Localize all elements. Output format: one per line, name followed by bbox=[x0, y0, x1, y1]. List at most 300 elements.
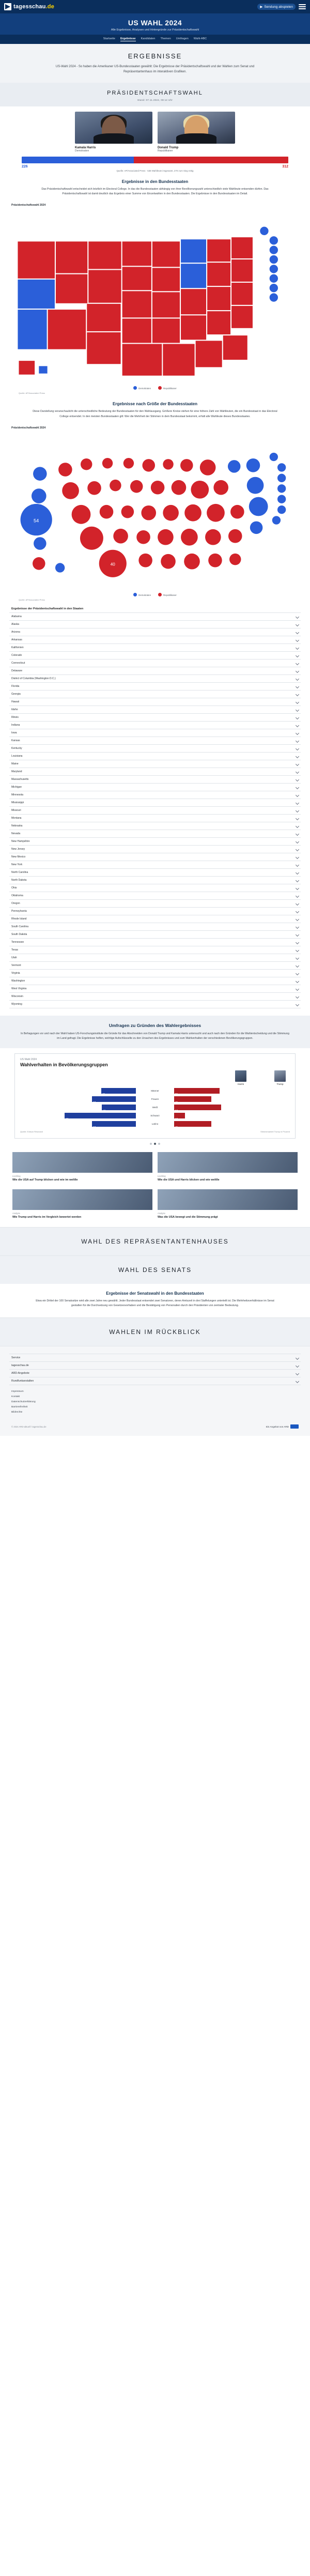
teaser-title: Wie die USA und Harris blicken und wie weltlle bbox=[158, 1178, 220, 1182]
map2-label: Präsidentschaftswahl 2024 bbox=[11, 426, 46, 430]
state-name: Mississippi bbox=[11, 801, 24, 805]
electoral-caption: Quelle: AP/Associated Press · 538 Wahlleute insgesamt, 270 zum Sieg nötig bbox=[116, 170, 194, 173]
play-icon: ▶ bbox=[260, 5, 263, 9]
electoral-value-democrats: 226 bbox=[22, 165, 28, 169]
bar-harris-value: 41 bbox=[103, 1109, 106, 1112]
house-section-band bbox=[0, 1227, 310, 1255]
state-name: North Carolina bbox=[11, 871, 28, 875]
state-row[interactable] bbox=[9, 652, 301, 660]
map1-legend bbox=[7, 386, 303, 390]
state-row[interactable] bbox=[9, 985, 301, 993]
state-row[interactable] bbox=[9, 946, 301, 954]
legend-democrats: Demokraten bbox=[133, 386, 151, 390]
bar-harris-wrap bbox=[20, 1113, 136, 1118]
state-row[interactable] bbox=[9, 691, 301, 698]
footer-link[interactable]: Bildrechte bbox=[11, 1411, 23, 1414]
chevron-down-icon bbox=[296, 778, 299, 781]
nav-item-themen[interactable]: Themen bbox=[160, 37, 171, 40]
bar-harris-value: 53 bbox=[93, 1100, 96, 1103]
series-trump bbox=[272, 1070, 288, 1085]
state-name: Texas bbox=[11, 948, 19, 952]
state-row[interactable] bbox=[9, 838, 301, 846]
legend-republicans: Republikaner bbox=[158, 386, 177, 390]
state-row[interactable] bbox=[9, 884, 301, 892]
chevron-down-icon bbox=[296, 801, 299, 805]
candidate-trump[interactable] bbox=[158, 112, 235, 152]
teaser-thumbnail bbox=[12, 1152, 152, 1173]
chevron-down-icon bbox=[296, 840, 299, 844]
state-row[interactable] bbox=[9, 954, 301, 962]
chevron-down-icon bbox=[296, 716, 299, 719]
teaser-tag: Liveblog bbox=[158, 1174, 166, 1177]
bar-harris-value: 42 bbox=[102, 1092, 105, 1095]
chevron-down-icon bbox=[296, 848, 299, 851]
state-row[interactable] bbox=[9, 667, 301, 675]
footer-link[interactable]: Barrierefreiheit bbox=[11, 1406, 28, 1409]
bar-harris bbox=[92, 1096, 136, 1102]
state-row[interactable] bbox=[9, 784, 301, 791]
bar-trump bbox=[174, 1096, 211, 1102]
hamburger-icon[interactable] bbox=[299, 4, 306, 9]
chevron-down-icon bbox=[296, 979, 299, 983]
state-name: Rhode Island bbox=[11, 917, 27, 921]
footer-accordion-row[interactable] bbox=[9, 1362, 301, 1370]
map1-source: Quelle: AP/Associated Press bbox=[19, 392, 45, 395]
bar-harris-wrap bbox=[20, 1105, 136, 1110]
state-name: Arizona bbox=[11, 631, 20, 634]
footer-link[interactable]: Impressum bbox=[11, 1390, 24, 1393]
ard-badge[interactable] bbox=[266, 1424, 299, 1429]
ard-logo-icon bbox=[290, 1424, 299, 1429]
chevron-down-icon bbox=[296, 631, 299, 634]
state-row[interactable] bbox=[9, 737, 301, 745]
svg-text:54: 54 bbox=[34, 518, 39, 524]
bar-trump-wrap bbox=[174, 1113, 290, 1118]
state-name: Missouri bbox=[11, 809, 21, 812]
chevron-down-icon bbox=[296, 964, 299, 968]
chart-bar-row bbox=[20, 1087, 290, 1094]
site-logo[interactable] bbox=[4, 3, 54, 10]
chevron-down-icon bbox=[296, 948, 299, 952]
chart-footer bbox=[20, 1130, 290, 1133]
page-header bbox=[0, 13, 310, 35]
chevron-down-icon bbox=[296, 1379, 299, 1383]
state-row[interactable] bbox=[9, 675, 301, 683]
senate-explain-block bbox=[0, 1284, 310, 1311]
state-name: Illinois bbox=[11, 716, 19, 719]
bar-trump-wrap bbox=[174, 1096, 290, 1102]
chevron-down-icon bbox=[296, 879, 299, 882]
chevron-down-icon bbox=[296, 1372, 299, 1375]
state-row[interactable] bbox=[9, 644, 301, 652]
harris-mini-portrait bbox=[235, 1070, 246, 1082]
state-name: West Virginia bbox=[11, 987, 27, 991]
state-row[interactable] bbox=[9, 660, 301, 667]
harris-portrait bbox=[75, 112, 152, 144]
legend-democrats: Demokraten bbox=[133, 593, 151, 596]
bar-category-label: Weiß bbox=[152, 1106, 158, 1109]
state-name: New Jersey bbox=[11, 848, 25, 851]
chart-bar-row bbox=[20, 1104, 290, 1111]
state-row[interactable] bbox=[9, 923, 301, 931]
chevron-down-icon bbox=[296, 708, 299, 712]
states-list-title: Ergebnisse der Präsidentschaftswahl in den Staaten bbox=[11, 607, 84, 611]
footer-bottom bbox=[0, 1420, 310, 1436]
candidate-harris[interactable] bbox=[75, 112, 152, 152]
state-row[interactable] bbox=[9, 977, 301, 985]
state-row[interactable] bbox=[9, 877, 301, 884]
state-row[interactable] bbox=[9, 776, 301, 784]
candidate-party: Demokraten bbox=[75, 149, 89, 153]
tagesschau-logo-icon bbox=[4, 3, 11, 10]
carousel-dot-2[interactable] bbox=[154, 1143, 156, 1145]
overview-section-band bbox=[0, 1317, 310, 1346]
carousel-dot-3[interactable] bbox=[158, 1143, 160, 1145]
survey-title: Umfragen zu Gründen des Wahlergebnisses bbox=[109, 1023, 202, 1029]
state-name: Kansas bbox=[11, 739, 20, 743]
state-row[interactable] bbox=[9, 729, 301, 737]
state-row[interactable] bbox=[9, 915, 301, 923]
chevron-down-icon bbox=[296, 1364, 299, 1368]
chevron-down-icon bbox=[296, 615, 299, 619]
state-row[interactable] bbox=[9, 799, 301, 807]
nav-item-umfragen[interactable]: Umfragen bbox=[176, 37, 189, 40]
state-name: South Carolina bbox=[11, 925, 29, 929]
state-row[interactable] bbox=[9, 753, 301, 760]
footer-accordion-row[interactable] bbox=[9, 1370, 301, 1377]
carousel-dot-1[interactable] bbox=[150, 1143, 152, 1145]
chevron-down-icon bbox=[296, 786, 299, 789]
teaser-title: Was die USA bewegt und die Stimmung prägt bbox=[158, 1216, 218, 1219]
nav-item-wahl-abc[interactable]: Wahl-ABC bbox=[193, 37, 207, 40]
house-heading: WAHL DES REPRÄSENTANTENHAUSES bbox=[81, 1237, 229, 1245]
senate-explain-body: Etwa ein Drittel der 100 Senatssitze wird alle zwei Jahre neu gewählt. Jeder Bundesstaat entsendet zwei Senatoren, deren Amtszeit in drei Staffelungen unterteilt ist. Die Mehrheitsverhältnisse im Senat gestalten für die Durchsetzung von Gesetzesvorhaben und die Bestätigung von Personalien durch den Präsidenten von zentraler Bedeutung. bbox=[36, 1299, 274, 1307]
state-row[interactable] bbox=[9, 714, 301, 722]
state-name: Vermont bbox=[11, 964, 21, 968]
bar-harris-wrap bbox=[20, 1121, 136, 1127]
bar-trump-value: 45 bbox=[175, 1125, 178, 1128]
results-heading: ERGEBNISSE bbox=[128, 52, 182, 60]
state-row[interactable] bbox=[9, 760, 301, 768]
bar-trump bbox=[174, 1088, 220, 1094]
state-name: Tennessee bbox=[11, 941, 24, 944]
chevron-down-icon bbox=[296, 793, 299, 797]
nav-item-kandidaten[interactable]: Kandidaten bbox=[141, 37, 156, 40]
teaser-tag: Analyse bbox=[158, 1212, 165, 1215]
bar-trump-value: 57 bbox=[175, 1109, 178, 1112]
state-name: Nebraska bbox=[11, 824, 23, 828]
chart-source: Quelle: Edison Research bbox=[20, 1130, 43, 1133]
state-name: North Dakota bbox=[11, 879, 27, 882]
teaser-thumbnail bbox=[158, 1189, 298, 1210]
overview-heading: WAHLEN IM RÜCKBLICK bbox=[109, 1328, 201, 1336]
state-name: New Hampshire bbox=[11, 840, 30, 844]
state-row[interactable] bbox=[9, 830, 301, 838]
bar-trump bbox=[174, 1105, 221, 1110]
chevron-down-icon bbox=[296, 724, 299, 727]
bar-trump bbox=[174, 1121, 211, 1127]
state-name: New York bbox=[11, 863, 23, 867]
state-name: Virginia bbox=[11, 972, 20, 975]
chart-bars bbox=[20, 1087, 290, 1127]
state-row[interactable] bbox=[9, 636, 301, 644]
candidate-party: Republikaner bbox=[158, 149, 173, 153]
chevron-down-icon bbox=[296, 817, 299, 820]
chevron-down-icon bbox=[296, 700, 299, 704]
chevron-down-icon bbox=[296, 685, 299, 688]
result-timestamp: Stand: 07.11.2024, 08:12 Uhr bbox=[137, 99, 173, 102]
state-name: Montana bbox=[11, 817, 22, 820]
bar-category-label: Schwarz bbox=[150, 1114, 160, 1117]
state-name: Kentucky bbox=[11, 747, 22, 750]
chart-kicker: US Wahl 2024 bbox=[20, 1057, 37, 1061]
chevron-down-icon bbox=[296, 832, 299, 836]
bar-trump-value: 55 bbox=[175, 1092, 178, 1095]
state-row[interactable] bbox=[9, 768, 301, 776]
state-row[interactable] bbox=[9, 822, 301, 830]
chevron-down-icon bbox=[296, 917, 299, 921]
state-row[interactable] bbox=[9, 853, 301, 861]
senate-explain-title: Ergebnisse der Senatswahl in den Bundesstaaten bbox=[106, 1291, 204, 1296]
bar-harris-value: 53 bbox=[93, 1125, 96, 1128]
chevron-down-icon bbox=[296, 855, 299, 859]
chart-axis-note: Stimmenanteil Trump in Prozent bbox=[260, 1130, 290, 1133]
chevron-down-icon bbox=[296, 871, 299, 875]
state-row[interactable] bbox=[9, 846, 301, 853]
teaser-thumbnail bbox=[158, 1152, 298, 1173]
state-name: Minnesota bbox=[11, 793, 24, 797]
senate-section-band bbox=[0, 1255, 310, 1284]
footer-accordion-label: ARD-Angebote bbox=[11, 1372, 29, 1375]
bar-harris bbox=[65, 1113, 136, 1118]
state-row[interactable] bbox=[9, 993, 301, 1001]
teaser-card[interactable] bbox=[12, 1189, 152, 1220]
states-accordion bbox=[9, 612, 301, 1008]
state-name: Utah bbox=[11, 956, 17, 960]
teaser-tag: Liveblog bbox=[12, 1174, 21, 1177]
state-name: South Dakota bbox=[11, 933, 27, 937]
chevron-down-icon bbox=[296, 995, 299, 999]
teaser-tag: Analyse bbox=[12, 1212, 20, 1215]
teaser-title: Wie die USA auf Trump blicken und wie im weltlle bbox=[12, 1178, 78, 1182]
chevron-down-icon bbox=[296, 755, 299, 758]
state-row[interactable] bbox=[9, 683, 301, 691]
chart-series-header bbox=[20, 1070, 290, 1085]
footer-accordion bbox=[9, 1354, 301, 1385]
electoral-votes-bar-wrap bbox=[0, 152, 310, 172]
teaser-thumbnail bbox=[12, 1189, 152, 1210]
series-harris-label: Harris bbox=[237, 1082, 244, 1085]
teaser-card[interactable] bbox=[12, 1152, 152, 1183]
state-row[interactable] bbox=[9, 869, 301, 877]
state-row[interactable] bbox=[9, 908, 301, 915]
state-row[interactable] bbox=[9, 939, 301, 946]
state-row[interactable] bbox=[9, 962, 301, 970]
main-nav bbox=[0, 35, 310, 44]
results-lead: US-Wahl 2024 - So haben die Amerikaner US-Bundesstaaten gewählt: Die Ergebnisse der Präsidentschaftswahl und der Wahlen zum Senat und Repräsentantenhaus im interaktiven Grafiken. bbox=[55, 65, 255, 73]
bar-harris bbox=[101, 1088, 136, 1094]
electoral-value-republicans: 312 bbox=[282, 165, 288, 169]
chevron-down-icon bbox=[296, 739, 299, 743]
chevron-down-icon bbox=[296, 987, 299, 991]
state-name: Alabama bbox=[11, 615, 22, 619]
nav-item-startseite[interactable]: Startseite bbox=[103, 37, 115, 40]
state-row[interactable] bbox=[9, 722, 301, 729]
bar-trump-value: 45 bbox=[175, 1100, 178, 1103]
chevron-down-icon bbox=[296, 886, 299, 890]
brand-text: tagesschau.de bbox=[13, 4, 55, 10]
footer-link[interactable]: Kontakt bbox=[11, 1396, 20, 1399]
top-bar-actions bbox=[257, 4, 306, 10]
footer-link[interactable]: Datenschutzerklärung bbox=[11, 1401, 36, 1404]
chevron-down-icon bbox=[296, 1356, 299, 1360]
state-name: Arkansas bbox=[11, 638, 22, 642]
electoral-votes-bar bbox=[22, 157, 288, 163]
chevron-down-icon bbox=[296, 956, 299, 960]
state-name: Delaware bbox=[11, 669, 23, 673]
bar-trump-wrap bbox=[174, 1088, 290, 1094]
footer-accordion-row[interactable] bbox=[9, 1377, 301, 1385]
candidate-name: Donald Trump bbox=[158, 146, 179, 150]
state-row[interactable] bbox=[9, 1001, 301, 1008]
chart-title: Wahlverhalten in Bevölkerungsgruppen bbox=[20, 1062, 108, 1067]
page-subtitle: Alle Ergebnisse, Analysen und Hintergründe zur Präsidentschaftswahl bbox=[111, 28, 199, 32]
electoral-vote-numbers bbox=[22, 165, 288, 168]
state-name: District of Columbia (Washington D.C.) bbox=[11, 677, 56, 681]
chevron-down-icon bbox=[296, 669, 299, 673]
footer-links bbox=[0, 1385, 310, 1420]
bar-harris bbox=[102, 1105, 136, 1110]
candidate-name: Kamala Harris bbox=[75, 146, 96, 150]
bar-trump-wrap bbox=[174, 1105, 290, 1110]
us-choropleth-map[interactable] bbox=[0, 209, 310, 394]
bar-trump bbox=[174, 1113, 185, 1118]
us-bubble-map[interactable] bbox=[0, 432, 310, 601]
ard-label: Ein Angebot von ARD bbox=[266, 1425, 289, 1428]
state-name: Michigan bbox=[11, 786, 22, 789]
state-row[interactable] bbox=[9, 613, 301, 621]
explain-size-title: Ergebnisse nach Größe der Bundesstaaten bbox=[112, 402, 198, 407]
explain-size-block bbox=[0, 394, 310, 422]
chevron-down-icon bbox=[296, 863, 299, 867]
state-name: Nevada bbox=[11, 832, 21, 836]
chevron-down-icon bbox=[296, 693, 299, 696]
map2-source: Quelle: AP/Associated Press bbox=[19, 599, 45, 602]
teaser-row-2 bbox=[0, 1189, 310, 1227]
chevron-down-icon bbox=[296, 731, 299, 735]
state-row[interactable] bbox=[9, 706, 301, 714]
state-row[interactable] bbox=[9, 861, 301, 869]
state-name: Maryland bbox=[11, 770, 22, 774]
nav-item-ergebnisse[interactable]: Ergebnisse bbox=[120, 37, 136, 40]
state-row[interactable] bbox=[9, 698, 301, 706]
map1-label: Präsidentschaftswahl 2024 bbox=[11, 204, 46, 207]
bar-trump-wrap bbox=[174, 1121, 290, 1127]
state-name: Pennsylvania bbox=[11, 910, 27, 913]
state-row[interactable] bbox=[9, 892, 301, 900]
state-name: Wyoming bbox=[11, 1003, 22, 1006]
state-name: Oregon bbox=[11, 902, 20, 906]
footer-accordion-label: tagesschau.de bbox=[11, 1364, 29, 1368]
senate-heading: WAHL DES SENATS bbox=[118, 1266, 192, 1274]
chevron-down-icon bbox=[296, 747, 299, 750]
chevron-down-icon bbox=[296, 677, 299, 681]
chevron-down-icon bbox=[296, 910, 299, 913]
teaser-card[interactable] bbox=[158, 1152, 298, 1183]
site-footer bbox=[0, 1346, 310, 1436]
state-row[interactable] bbox=[9, 628, 301, 636]
chart-bar-row bbox=[20, 1121, 290, 1127]
trump-mini-portrait bbox=[274, 1070, 286, 1082]
footer-accordion-label: Rundfunkanstalten bbox=[11, 1379, 34, 1383]
chevron-down-icon bbox=[296, 662, 299, 665]
bar-harris-wrap bbox=[20, 1088, 136, 1094]
explain-states-body: Das Präsidentschaftswahl entscheidet sich letztlich im Electoral College. In das die Bundesstaaten abhängig von ihrer Bevölkerungszahl unterschiedlich viele Wahlleute entsenden dürfen. Das Präsidentschaftswahl ist damit deutlich das Ergebnis einer Summe von Einzelwahlen in den Bundesstaaten. Die Ergebnisse in den Bundesstaaten im Detail. bbox=[41, 188, 269, 196]
bar-harris bbox=[92, 1121, 136, 1127]
chevron-down-icon bbox=[296, 941, 299, 944]
state-row[interactable] bbox=[9, 815, 301, 822]
footer-accordion-label: Service bbox=[11, 1356, 21, 1360]
state-name: Hawaii bbox=[11, 700, 20, 704]
chevron-down-icon bbox=[296, 654, 299, 657]
state-row[interactable] bbox=[9, 807, 301, 815]
state-name: Iowa bbox=[11, 731, 17, 735]
svg-text:40: 40 bbox=[110, 562, 115, 567]
teaser-card[interactable] bbox=[158, 1189, 298, 1220]
state-name: Georgia bbox=[11, 693, 21, 696]
explain-states-block bbox=[0, 172, 310, 200]
legend-republicans: Republikaner bbox=[158, 593, 177, 596]
teaser-title: Wie Trump und Harris im Vergleich bewertet werden bbox=[12, 1216, 82, 1219]
top-bar bbox=[0, 0, 310, 13]
bar-category-label: Männer bbox=[151, 1089, 159, 1092]
voter-groups-chart-card[interactable] bbox=[14, 1053, 296, 1139]
chevron-down-icon bbox=[296, 972, 299, 975]
explain-size-body: Diese Darstellung veranschaulicht die unterschiedliche Bedeutung der Bundesstaaten für den Wahlausgang. Größere Kreise stehen für eine höhere Zahl von Wahlleuten, die ein Bundesstaat in das Electoral College entsendet. In den meisten Bundesstaaten gilt: Wer die Mehrheit der Stimmen in dem Bundesstaat bekommt, erhält alle Wahlleute dieses Bundesstaates. bbox=[33, 410, 277, 418]
state-row[interactable] bbox=[9, 791, 301, 799]
state-row[interactable] bbox=[9, 931, 301, 939]
chevron-down-icon bbox=[296, 902, 299, 906]
survey-band bbox=[0, 1016, 310, 1048]
state-row[interactable] bbox=[9, 970, 301, 977]
state-row[interactable] bbox=[9, 621, 301, 628]
chevron-down-icon bbox=[296, 894, 299, 898]
state-row[interactable] bbox=[9, 745, 301, 753]
bar-harris-value: 86 bbox=[66, 1117, 69, 1120]
state-name: Massachusetts bbox=[11, 778, 29, 781]
trump-portrait bbox=[158, 112, 235, 144]
play-broadcast-button[interactable]: ▶ Sendung abspielen bbox=[257, 4, 296, 10]
candidate-row bbox=[0, 112, 310, 152]
explain-states-title: Ergebnisse in den Bundesstaaten bbox=[121, 179, 189, 185]
state-name: Oklahoma bbox=[11, 894, 23, 898]
bar-category-label: Frauen bbox=[151, 1097, 159, 1100]
state-row[interactable] bbox=[9, 900, 301, 908]
chevron-down-icon bbox=[296, 770, 299, 774]
state-name: Connecticut bbox=[11, 662, 25, 665]
state-name: Indiana bbox=[11, 724, 20, 727]
chevron-down-icon bbox=[296, 638, 299, 642]
us-map-svg bbox=[7, 210, 303, 384]
series-harris bbox=[233, 1070, 249, 1085]
presidential-heading: PRÄSIDENTSCHAFTSWAHL bbox=[107, 90, 203, 97]
electoral-bar-republicans bbox=[134, 157, 288, 163]
footer-accordion-row[interactable] bbox=[9, 1354, 301, 1362]
bar-category-label: Latino bbox=[151, 1122, 159, 1125]
chevron-down-icon bbox=[296, 646, 299, 650]
state-name: Washington bbox=[11, 979, 25, 983]
chart-bar-row bbox=[20, 1112, 290, 1119]
